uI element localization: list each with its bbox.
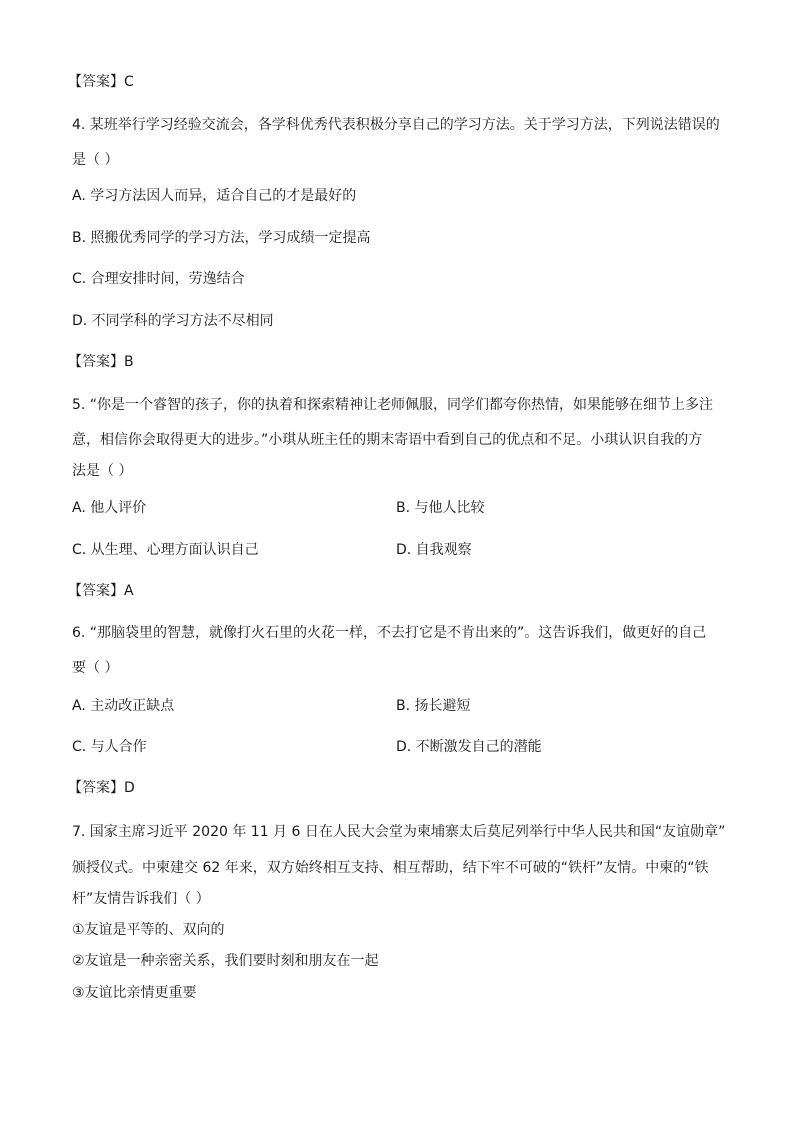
q6-stem-line2: 要（ ） bbox=[72, 660, 119, 676]
q5-option-d: D. 自我观察 bbox=[396, 542, 472, 558]
q7-stem-line1: 7. 国家主席习近平 2020 年 11 月 6 日在人民大会堂为柬埔寨太后莫尼列举行中华人民共和国“友谊勋章” bbox=[72, 824, 726, 840]
q6-option-d: D. 不断激发自己的潜能 bbox=[396, 739, 542, 755]
q4-option-a: A. 学习方法因人而异，适合自己的才是最好的 bbox=[72, 188, 357, 204]
q6-stem-line1: 6. “那脑袋里的智慧，就像打火石里的火花一样，不去打它是不肯出来的”。这告诉我们，做更好的自己 bbox=[72, 625, 707, 641]
q5-option-a: A. 他人评价 bbox=[72, 500, 147, 516]
q6-option-a: A. 主动改正缺点 bbox=[72, 698, 175, 714]
q4-stem-line1: 4. 某班举行学习经验交流会，各学科优秀代表积极分享自己的学习方法。关于学习方法，下列说法错误的 bbox=[72, 117, 720, 133]
q7-stem-line3: 杆”友情告诉我们（ ） bbox=[72, 891, 210, 907]
q5-option-c: C. 从生理、心理方面认识自己 bbox=[72, 542, 259, 558]
q7-item-1: ①友谊是平等的、双向的 bbox=[72, 922, 225, 938]
q5-option-b: B. 与他人比较 bbox=[396, 500, 485, 516]
answer-q6: 【答案】D bbox=[68, 780, 135, 796]
q4-option-d: D. 不同学科的学习方法不尽相同 bbox=[72, 313, 274, 329]
q6-option-b: B. 扬长避短 bbox=[396, 698, 471, 714]
q7-item-2: ②友谊是一种亲密关系，我们要时刻和朋友在一起 bbox=[72, 953, 379, 969]
answer-q5: 【答案】A bbox=[68, 583, 134, 599]
q7-stem-line2: 颁授仪式。中柬建交 62 年来，双方始终相互支持、相互帮助，结下牢不可破的“铁杆”友情。中柬的“铁 bbox=[72, 860, 709, 876]
q5-stem-line2: 意，相信你会取得更大的进步。”小琪从班主任的期末寄语中看到自己的优点和不足。小琪认识自我的方 bbox=[72, 432, 703, 448]
answer-q4: 【答案】B bbox=[68, 354, 134, 370]
q4-option-b: B. 照搬优秀同学的学习方法，学习成绩一定提高 bbox=[72, 230, 371, 246]
answer-q3: 【答案】C bbox=[68, 74, 134, 90]
q5-stem-line3: 法是（ ） bbox=[72, 463, 133, 479]
q6-option-c: C. 与人合作 bbox=[72, 739, 147, 755]
q4-stem-line2: 是（ ） bbox=[72, 152, 119, 168]
q4-option-c: C. 合理安排时间，劳逸结合 bbox=[72, 271, 245, 287]
q5-stem-line1: 5. “你是一个睿智的孩子，你的执着和探索精神让老师佩服，同学们都夸你热情，如果能够在细节上多注 bbox=[72, 397, 714, 413]
q7-item-3: ③友谊比亲情更重要 bbox=[72, 985, 197, 1001]
